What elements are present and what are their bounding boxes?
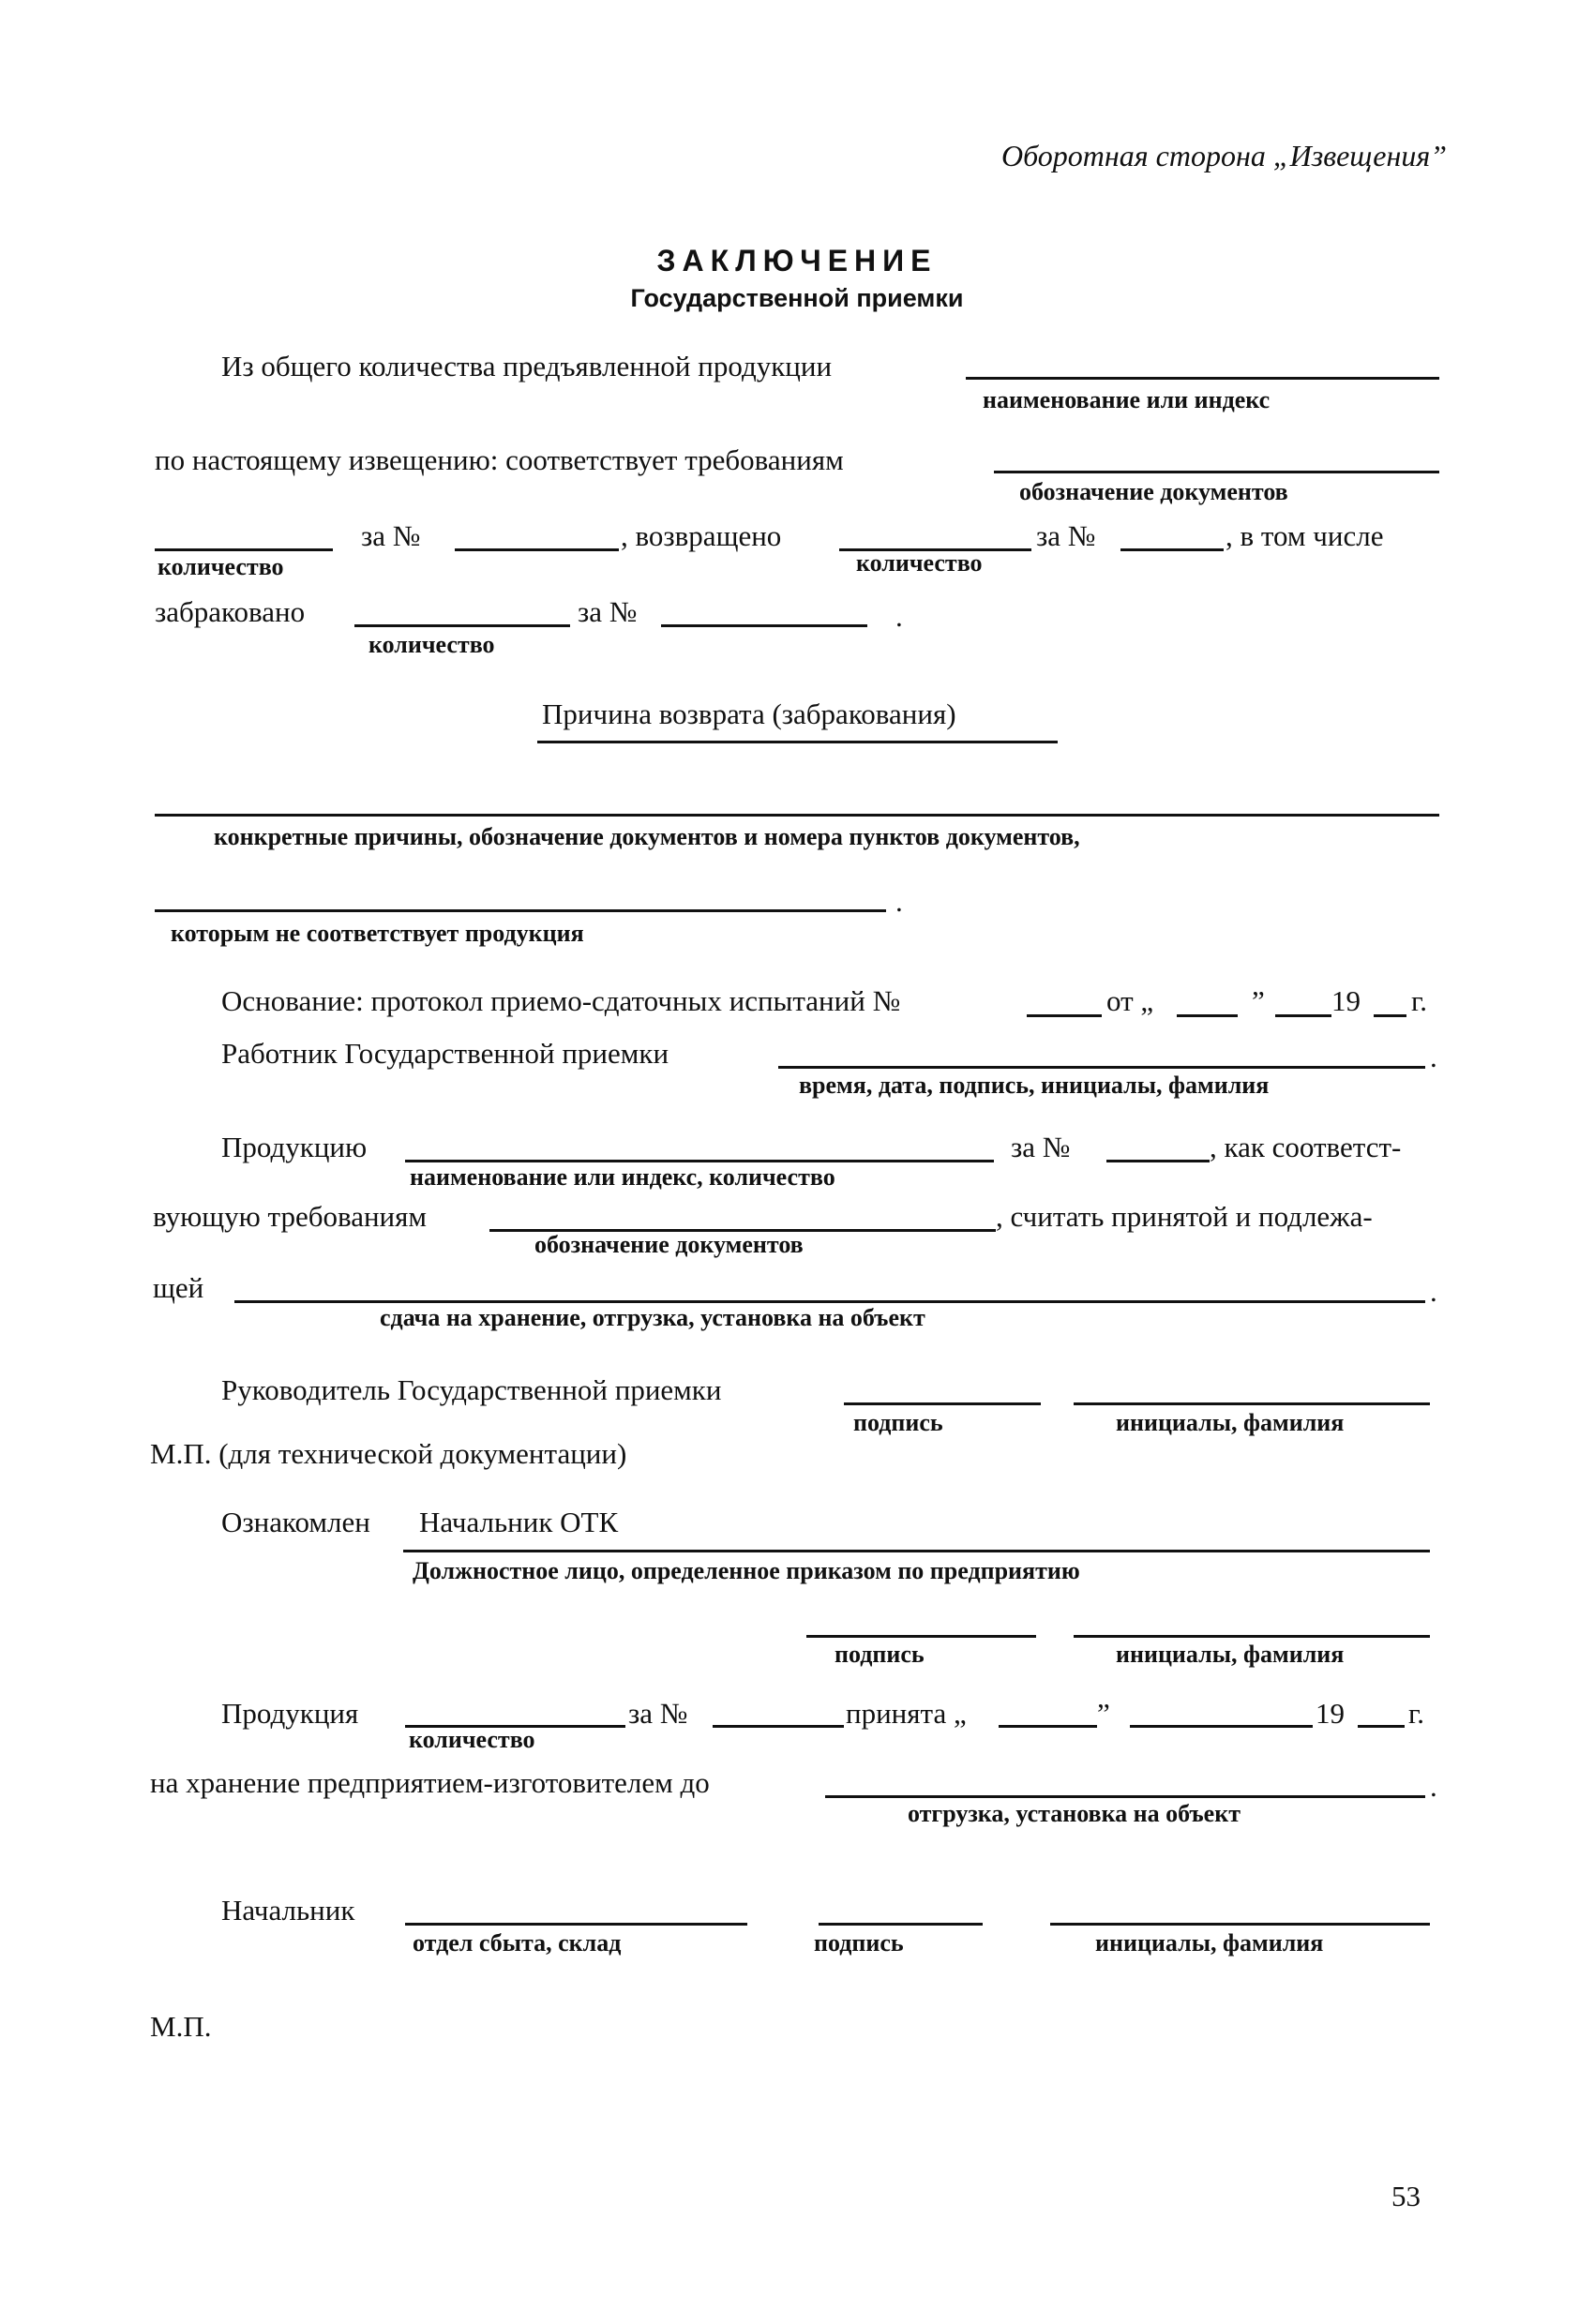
reason-title: Причина возврата (забракования) [542,697,956,730]
worker-field [778,1066,1425,1069]
product2-year: 19 [1316,1697,1345,1730]
storage-field [825,1795,1425,1798]
head-name-field [1074,1402,1430,1405]
product2-accepted: принята „ [846,1697,967,1730]
reason-field-2 [155,909,886,912]
protocol-number-field [1027,1014,1102,1017]
storage-caption: отгрузка, установка на объект [908,1800,1241,1827]
accept-label: , считать принятой и подлежа- [996,1200,1373,1233]
including-label: , в том числе [1226,519,1384,552]
za-no-1: за № [361,519,421,552]
product2-label: Продукция [221,1697,359,1730]
product2-year-field [1358,1725,1405,1728]
side-note: Оборотная сторона „Извещения” [1000,139,1447,172]
number-field-1 [455,548,619,551]
chief-name-caption: инициалы, фамилия [1095,1929,1324,1957]
qty-field-1 [155,548,333,551]
head-name-caption: инициалы, фамилия [1116,1409,1345,1436]
worker-label: Работник Государственной приемки [221,1037,669,1070]
product2-number-field [713,1725,844,1728]
reason-dot: . [895,885,903,918]
basis-label: Основание: протокол приемо-сдаточных испытаний № [221,984,901,1017]
qty-caption-1: количество [158,553,284,580]
acquainted-name-field [1074,1635,1430,1638]
product-caption: наименование или индекс [983,386,1271,413]
chief-name-field [1050,1923,1430,1926]
acquainted-sign-caption: подпись [835,1641,925,1668]
reason-caption-1: конкретные причины, обозначение документов и номера пунктов документов, [214,823,1080,850]
acquainted-role-field [403,1550,1430,1552]
worker-caption: время, дата, подпись, инициалы, фамилия [799,1072,1270,1099]
basis-g: г. [1411,984,1427,1017]
day-field [1177,1014,1238,1017]
number-field-3 [661,624,867,627]
chief-dept-field [405,1923,747,1926]
destination-caption: сдача на хранение, отгрузка, установка на объект [380,1304,925,1331]
qty-field-3 [354,624,570,627]
product2-g: г. [1408,1697,1424,1730]
reason-field-1 [155,814,1439,817]
chief-dept-caption: отдел сбыта, склад [413,1929,622,1957]
intro-line: Из общего количества предъявленной продукции [221,350,833,382]
storage-dot: . [1430,1770,1437,1803]
acquainted-name-caption: инициалы, фамилия [1116,1641,1345,1668]
product2-za-no: за № [628,1697,688,1730]
chief-sign-caption: подпись [814,1929,904,1957]
acquainted-sign-field [806,1635,1036,1638]
destination-dot: . [1430,1275,1437,1308]
product2-month-field [1130,1725,1313,1728]
reason-caption-2: которым не соответствует продукция [171,920,584,947]
product2-quote: ” [1097,1697,1110,1730]
acquainted-label: Ознакомлен [221,1506,370,1538]
reason-underline [537,741,1058,743]
document-subtitle: Государственной приемки [630,284,964,312]
product-field [966,377,1439,380]
rejected-dot: . [895,600,903,633]
docs-caption: обозначение документов [1019,478,1288,505]
chief-label: Начальник [221,1894,355,1927]
month-field [1275,1014,1331,1017]
product-za-no: за № [1011,1131,1071,1163]
rejected-label: забраковано [155,595,306,628]
basis-from: от „ [1106,984,1154,1017]
product2-day-field [999,1725,1097,1728]
head-sign-field [844,1402,1041,1405]
product2-qty-caption: количество [409,1726,535,1753]
mp-tech-doc: М.П. (для технической документации) [150,1437,627,1470]
conforming-label: вующую требованиям [153,1200,428,1233]
acquainted-role-caption: Должностное лицо, определенное приказом по предприятию [413,1557,1080,1584]
page-number: 53 [1391,2180,1421,2212]
qty-caption-3: количество [368,631,495,658]
year-field [1374,1014,1406,1017]
product-as-conform: , как соответст- [1210,1131,1402,1163]
document-title: ЗАКЛЮЧЕНИЕ [656,244,938,277]
product-number-field [1106,1160,1210,1162]
za-no-2: за № [1036,519,1096,552]
storage-label: на хранение предприятием-изготовителем до [150,1766,710,1799]
conforming-docs-caption: обозначение документов [534,1231,804,1258]
number-field-2 [1120,548,1224,551]
chief-sign-field [819,1923,983,1926]
qty-caption-2: количество [856,549,983,577]
basis-year: 19 [1331,984,1361,1017]
head-sign-caption: подпись [853,1409,943,1436]
requirements-line: по настоящему извещению: соответствует требованиям [155,443,844,476]
shchey-label: щей [153,1271,204,1304]
za-no-3: за № [578,595,638,628]
acquainted-role: Начальник ОТК [419,1506,619,1538]
product-name-field [405,1160,994,1162]
basis-quote: ” [1252,984,1265,1017]
worker-dot: . [1430,1041,1437,1073]
head-label: Руководитель Государственной приемки [221,1373,722,1406]
destination-field [234,1300,1425,1303]
product-name-caption: наименование или индекс, количество [410,1163,835,1191]
docs-field [994,471,1439,473]
stamp-place: М.П. [150,2010,212,2043]
returned-label: , возвращено [621,519,782,552]
product-label: Продукцию [221,1131,368,1163]
